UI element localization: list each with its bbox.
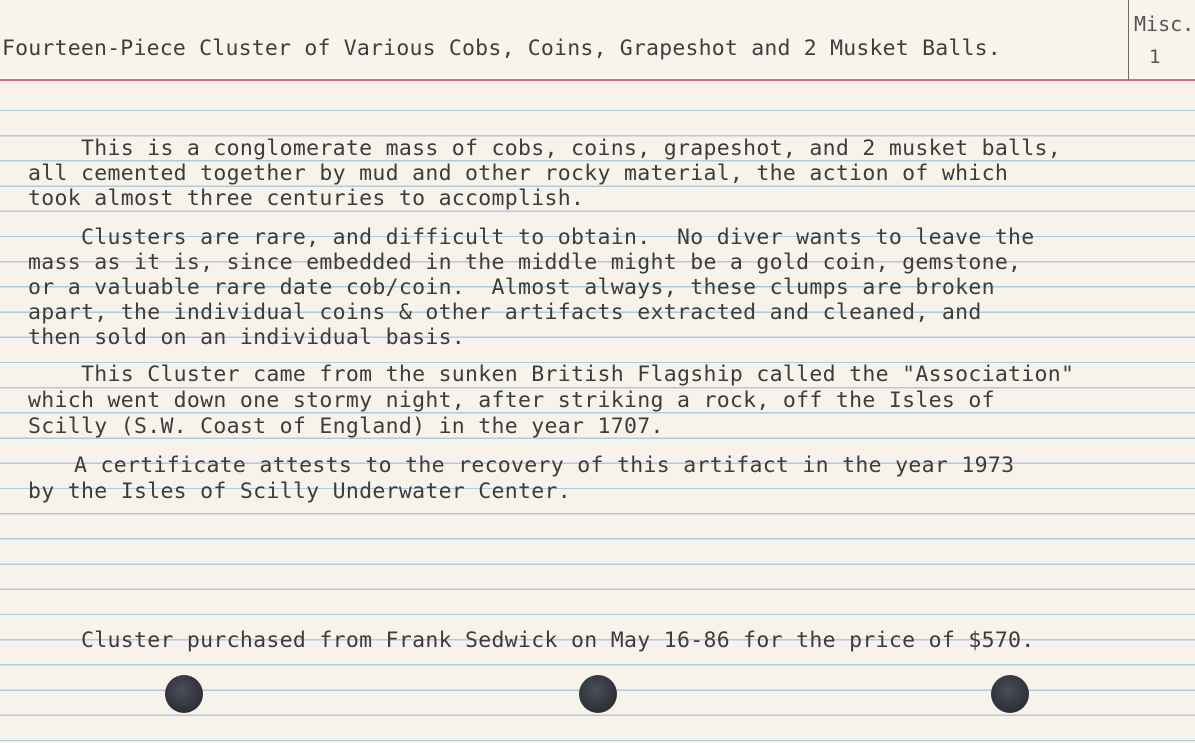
body-line: Clusters are rare, and difficult to obtain. No diver wants to leave the [28,225,1035,250]
body-line: then sold on an individual basis. [28,325,466,350]
body-line: apart, the individual coins & other artifacts extracted and cleaned, and [28,300,982,325]
body-line: mass as it is, since embedded in the middle might be a gold coin, gemstone, [28,250,1022,275]
body-line: which went down one stormy night, after striking a rock, off the Isles of [28,388,995,413]
card-title: Fourteen-Piece Cluster of Various Cobs, Coins, Grapeshot and 2 Musket Balls. [2,36,1001,61]
body-line: or a valuable rare date cob/coin. Almost always, these clumps are broken [28,275,995,300]
body-line: This is a conglomerate mass of cobs, coins, grapeshot, and 2 musket balls, [28,136,1062,161]
card-number: 1 [1149,46,1161,68]
punch-hole [165,675,203,713]
category-label: Misc. [1134,12,1195,36]
body-line: took almost three centuries to accomplish. [28,186,585,211]
body-line: all cemented together by mud and other rocky material, the action of which [28,161,1009,186]
punch-hole [579,675,617,713]
body-line: by the Isles of Scilly Underwater Center. [28,479,572,504]
body-line: This Cluster came from the sunken British Flagship called the "Association" [28,362,1075,387]
body-line: Scilly (S.W. Coast of England) in the year 1707. [28,414,664,439]
purchase-note: Cluster purchased from Frank Sedwick on May 16-86 for the price of $570. [28,628,1035,653]
body-line: A certificate attests to the recovery of this artifact in the year 1973 [74,453,1015,478]
category-divider [1128,0,1129,80]
header-rule [0,79,1195,81]
punch-hole [991,675,1029,713]
